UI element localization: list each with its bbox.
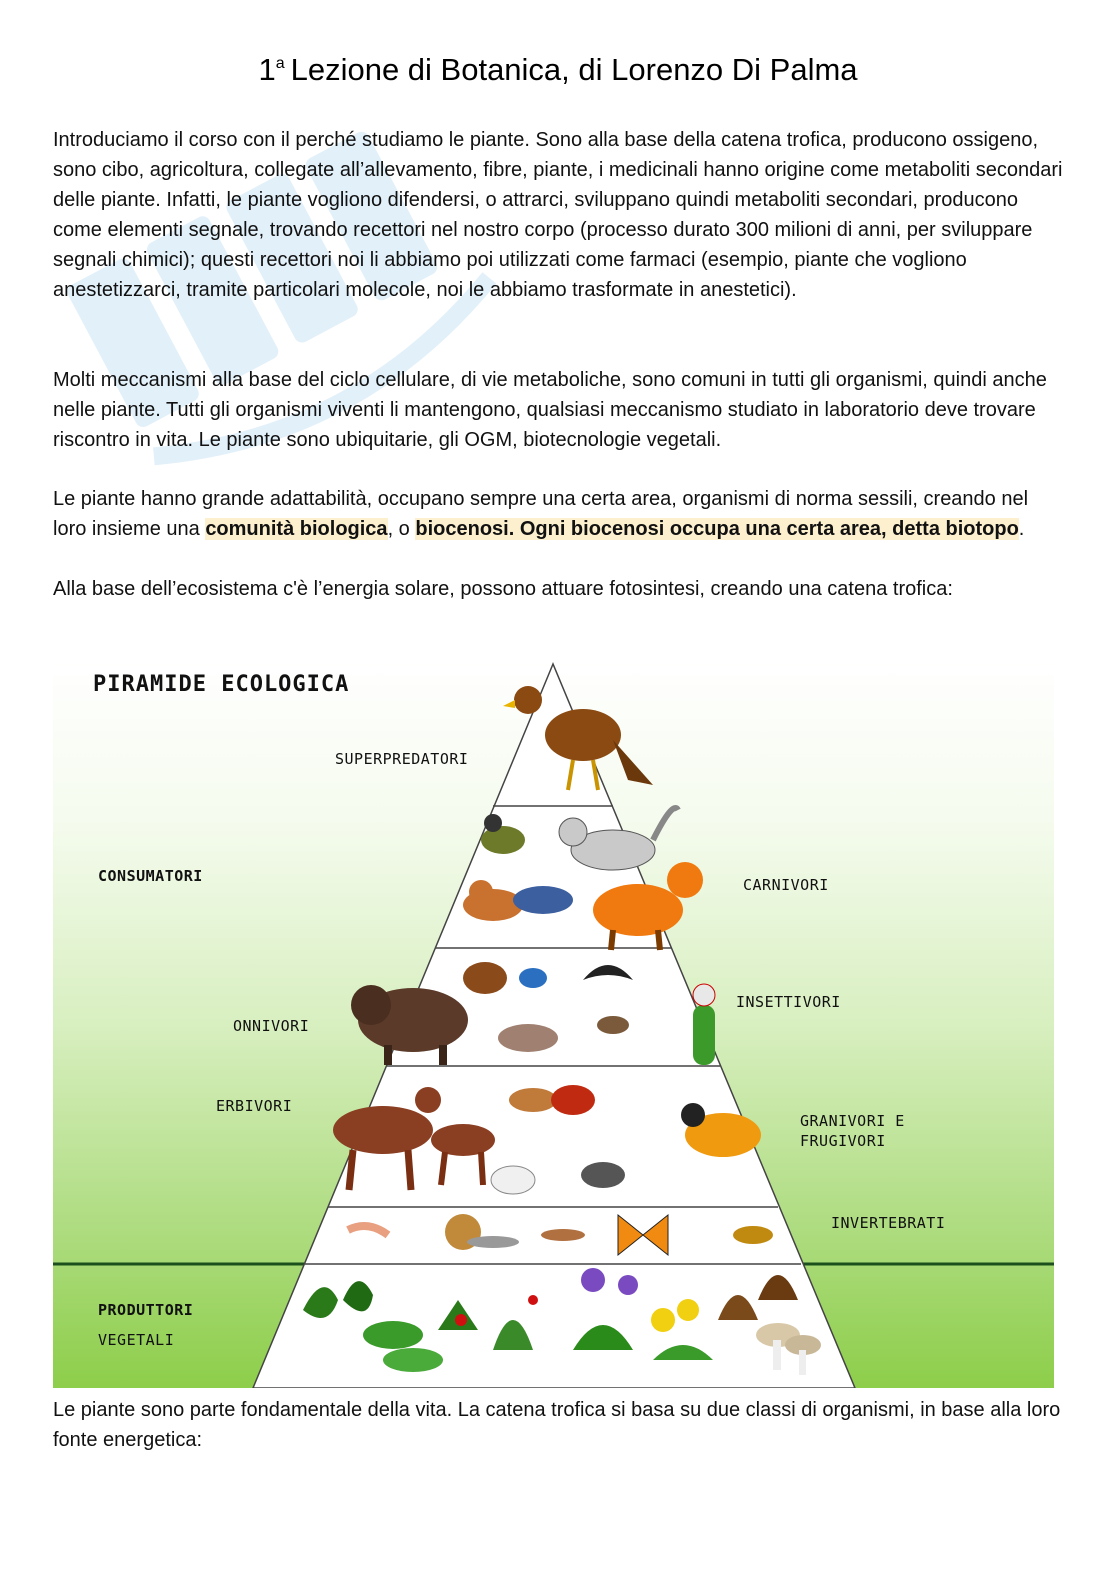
highlight-comunita: comunità biologica: [205, 518, 388, 540]
paragraph-intro: Introduciamo il corso con il perché studiamo le piante. Sono alla base della catena trofica, producono ossigeno, sono cibo, agricoltura, collegate all’allevamento, fibre, piante, i medicinali hanno origine come metaboliti secondari delle piante. Infatti, le piante vogliono difendersi, o attrarci, sviluppano quindi metaboliti secondari, producono come elementi segnale, trovando recettori nel nostro corpo (processo durato 300 milioni di anni, per sviluppare segnali chimici); questi recettori noi li abbiamo poi utilizzati come farmaci (esempio, piante che vogliono anestetizzarci, tramite particolari molecole, noi le abbiamo trasformate in anestetici).: [53, 129, 1063, 301]
label-invertebrati: INVERTEBRATI: [831, 1214, 946, 1232]
label-carnivori: CARNIVORI: [743, 876, 829, 894]
label-granivori: GRANIVORI E: [800, 1112, 905, 1130]
paragraph-catena-trofica: Le piante sono parte fondamentale della vita. La catena trofica si basa su due classi di organismi, in base alla loro fonte energetica:: [53, 1399, 1061, 1451]
label-vegetali: VEGETALI: [98, 1331, 175, 1349]
label-consumatori: CONSUMATORI: [98, 867, 203, 885]
paragraph-ecosistema: Alla base dell’ecosistema c'è l’energia solare, possono attuare fotosintesi, creando una catena trofica:: [53, 578, 953, 600]
label-insettivori: INSETTIVORI: [736, 993, 841, 1011]
label-superpredatori: SUPERPREDATORI: [335, 750, 469, 768]
label-onnivori: ONNIVORI: [233, 1017, 310, 1035]
pyramid-illustration: [53, 660, 1054, 1388]
page-title: 1$^a$ Lezione di Botanica, di Lorenzo Di Palma: [258, 52, 858, 87]
highlight-biocenosi: biocenosi. Ogni biocenosi occupa una certa area, detta biotopo: [415, 518, 1019, 540]
figure-title: PIRAMIDE ECOLOGICA: [93, 672, 350, 697]
label-frugivori: FRUGIVORI: [800, 1132, 886, 1150]
ecological-pyramid-figure: [53, 660, 1054, 1388]
label-produttori: PRODUTTORI: [98, 1301, 194, 1319]
paragraph-mechanisms: Molti meccanismi alla base del ciclo cellulare, di vie metaboliche, sono comuni in tutti gli organismi, quindi anche nelle piante. Tutti gli organismi viventi li mantengono, qualsiasi meccanismo studiato in laboratorio deve trovare riscontro in vita. Le piante sono ubiquitarie, gli OGM, biotecnologie vegetali.: [53, 369, 1047, 451]
paragraph-biocenosi: Le piante hanno grande adattabilità, occupano sempre una certa area, organismi di norma sessili, creando nel loro insieme una comunità biologica, o biocenosi. Ogni biocenosi occupa una certa area, detta biotopo.: [53, 488, 1029, 540]
label-erbivori: ERBIVORI: [216, 1097, 293, 1115]
